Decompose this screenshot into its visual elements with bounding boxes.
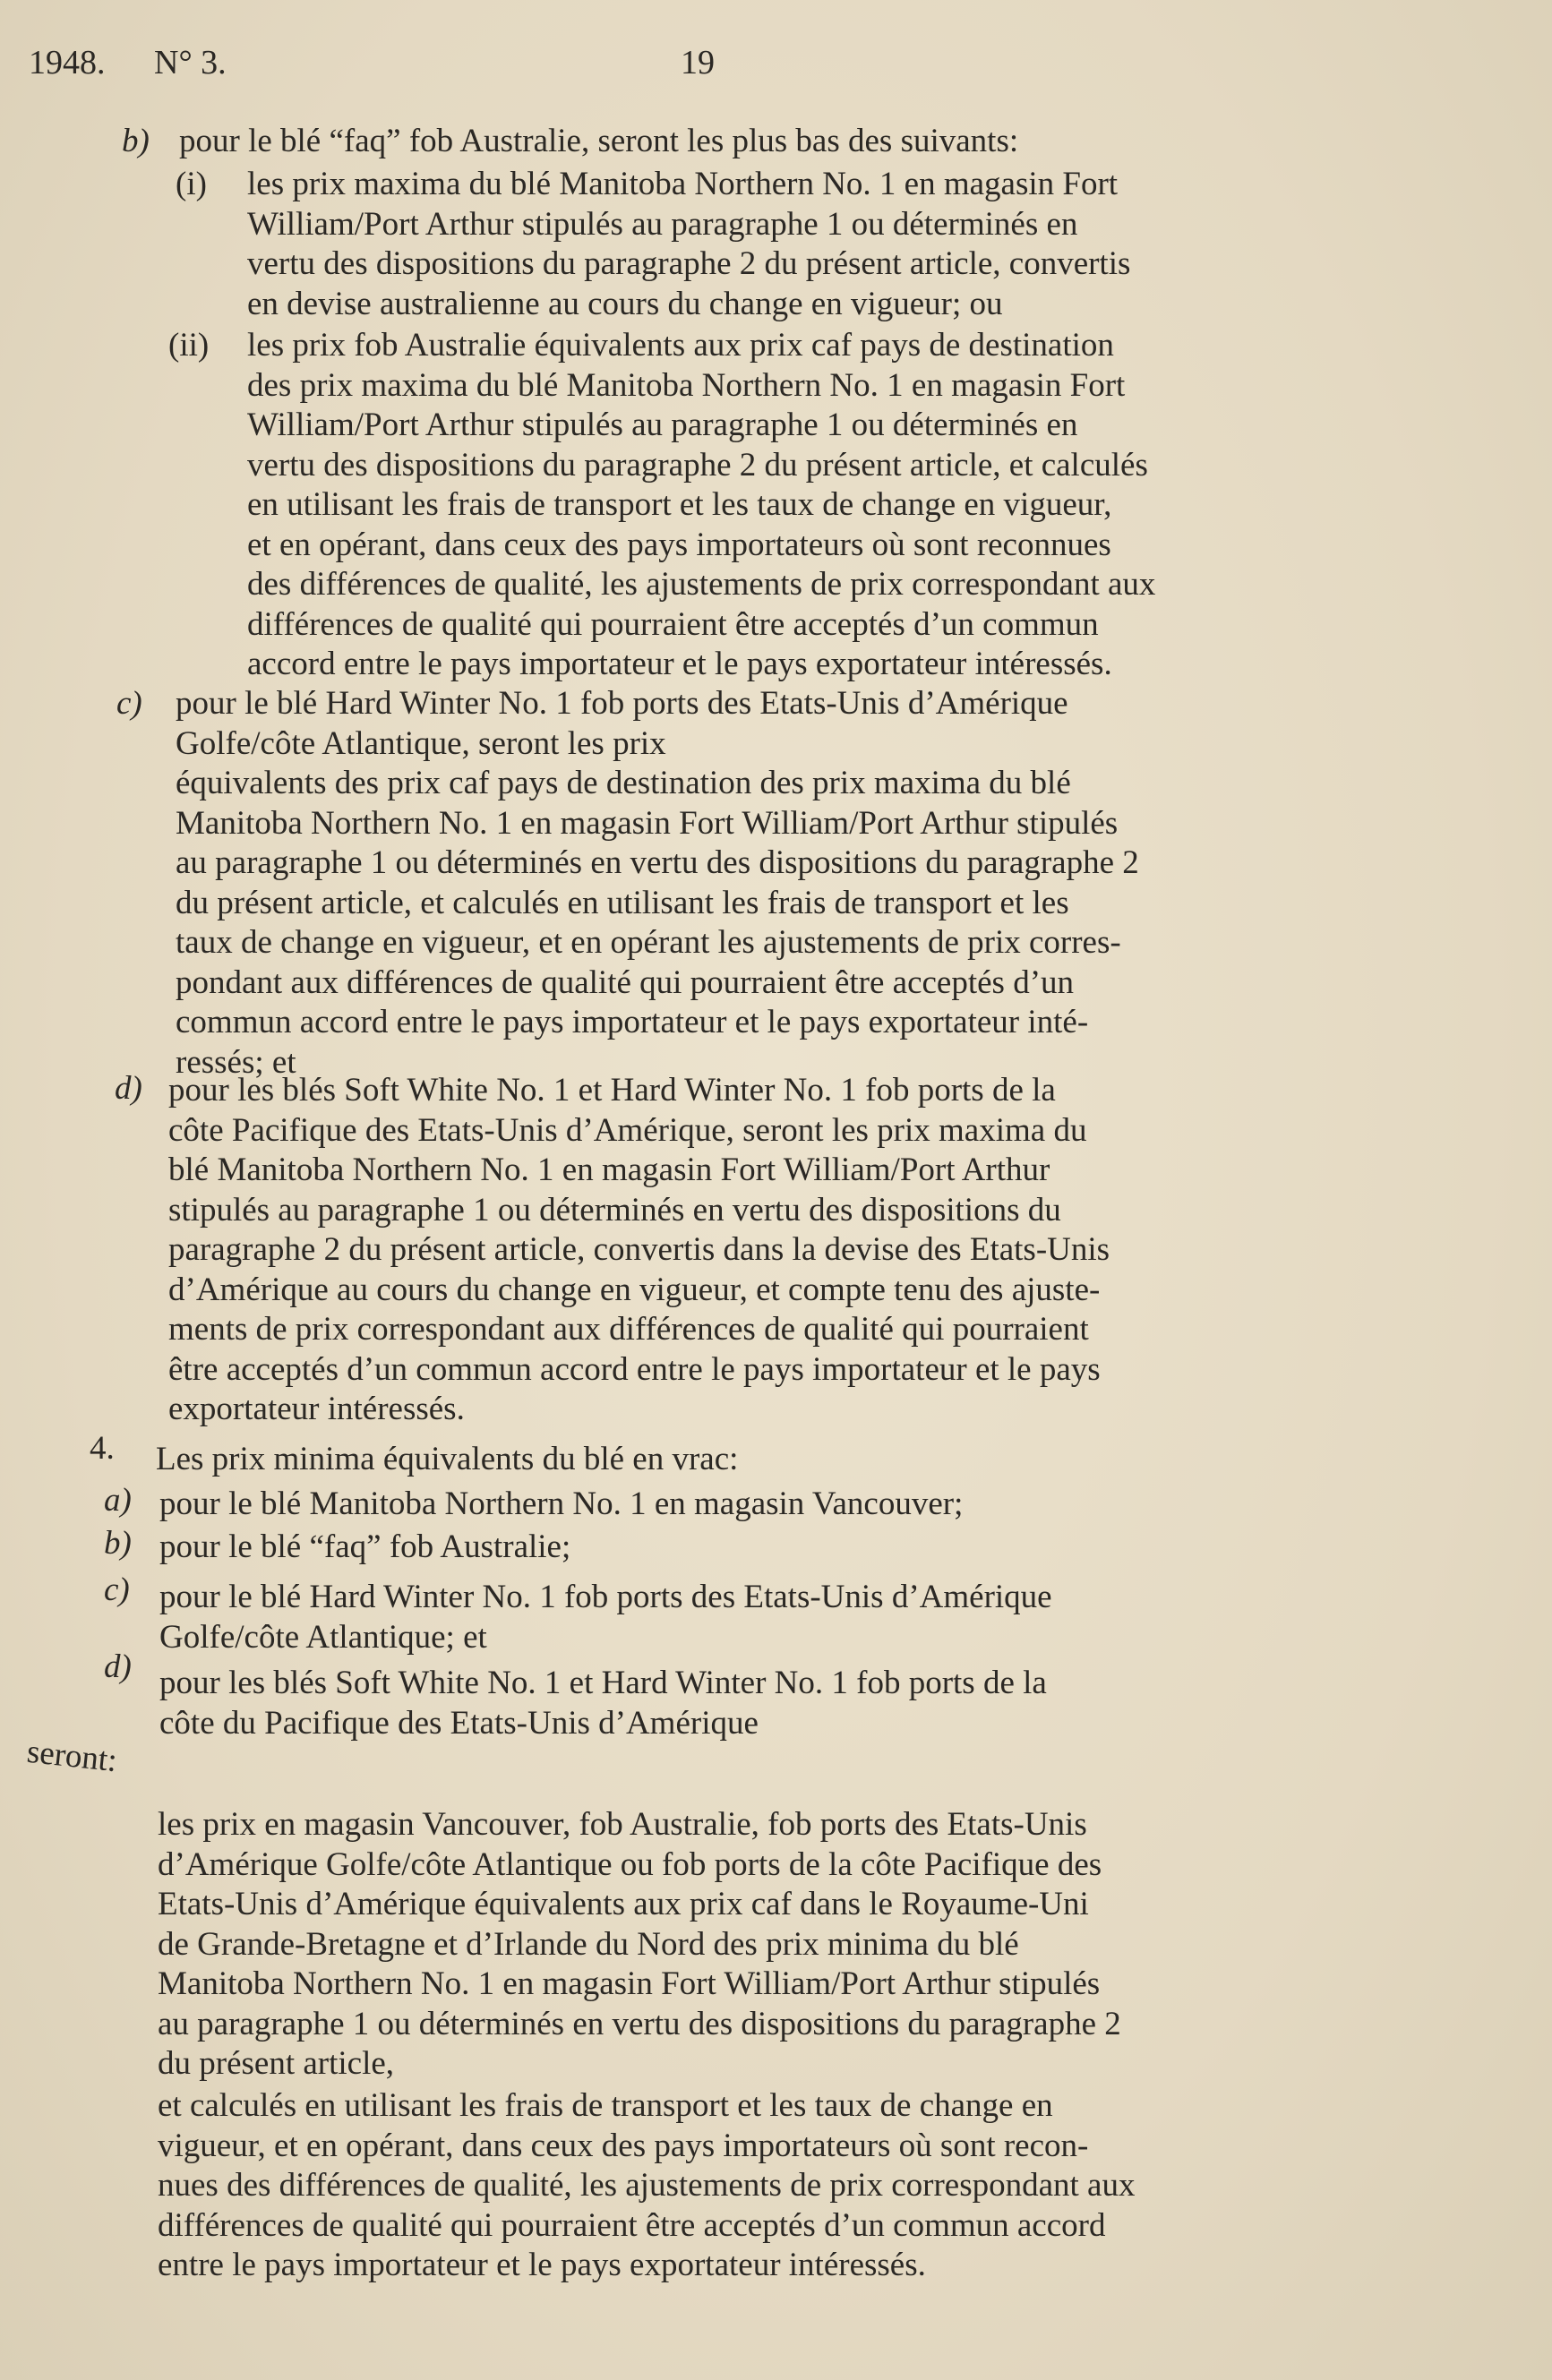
label-4b: b) — [104, 1525, 132, 1562]
block2-line: nues des différences de qualité, les ajustements de prix correspondant aux — [158, 2167, 1136, 2204]
c-line: pour le blé Hard Winter No. 1 fob ports des Etats-Unis d’Amérique — [176, 685, 1068, 722]
para4-block1 — [158, 1805, 1358, 2085]
para4-c-text — [159, 1578, 1359, 1657]
b-i-line: vertu des dispositions du paragraphe 2 du présent article, convertis — [247, 245, 1131, 282]
block1-line: les prix en magasin Vancouver, fob Australie, fob ports des Etats-Unis — [158, 1806, 1087, 1843]
d-line: ments de prix correspondant aux différences de qualité qui pourraient — [168, 1311, 1089, 1348]
label-c: c) — [116, 685, 142, 722]
para4-d-line: côte du Pacifique des Etats-Unis d’Amérique — [159, 1704, 759, 1742]
b-ii-line: en utilisant les frais de transport et les taux de change en vigueur, — [247, 486, 1112, 523]
header-year: 1948. — [29, 44, 106, 81]
b-ii-line: des prix maxima du blé Manitoba Northern No. 1 en magasin Fort — [247, 366, 1126, 404]
block1-line: d’Amérique Golfe/côte Atlantique ou fob ports de la côte Pacifique des — [158, 1845, 1102, 1883]
label-4a: a) — [104, 1482, 132, 1519]
block1-line: Manitoba Northern No. 1 en magasin Fort William/Port Arthur stipulés — [158, 1965, 1101, 2002]
label-b: b) — [122, 123, 150, 159]
b-intro-line: pour le blé “faq” fob Australie, seront les plus bas des suivants: — [179, 123, 1019, 159]
c-line: taux de change en vigueur, et en opérant les ajustements de prix corres- — [176, 924, 1121, 961]
header-number: N° 3. — [154, 44, 227, 81]
c-line: pondant aux différences de qualité qui pourraient être acceptés d’un — [176, 963, 1075, 1001]
d-line: paragraphe 2 du présent article, convertis dans la devise des Etats-Unis — [168, 1231, 1110, 1268]
c-line: du présent article, et calculés en utilisant les frais de transport et les — [176, 884, 1069, 921]
para4-a-text — [159, 1485, 1359, 1525]
label-4c: c) — [104, 1571, 130, 1608]
para4-b-text — [159, 1528, 1359, 1568]
c-line: Golfe/côte Atlantique, seront les prix — [176, 724, 666, 762]
b-intro — [179, 122, 1370, 162]
c-line: Manitoba Northern No. 1 en magasin Fort William/Port Arthur stipulés — [176, 804, 1119, 842]
c-line: équivalents des prix caf pays de destination des prix maxima du blé — [176, 765, 1071, 801]
d-text — [168, 1071, 1368, 1430]
label-d: d) — [115, 1070, 142, 1107]
d-line: d’Amérique au cours du change en vigueur, et compte tenu des ajuste- — [168, 1271, 1101, 1308]
block1-line: Etats-Unis d’Amérique équivalents aux prix caf dans le Royaume-Uni — [158, 1886, 1089, 1922]
d-line: exportateur intéressés. — [168, 1391, 465, 1427]
block2-line: entre le pays importateur et le pays exportateur intéressés. — [158, 2247, 926, 2283]
block2-line: vigueur, et en opérant, dans ceux des pays importateurs où sont recon- — [158, 2127, 1089, 2164]
c-line: commun accord entre le pays importateur et le pays exportateur inté- — [176, 1004, 1089, 1040]
para4-number: 4. — [90, 1430, 115, 1467]
b-ii-line: des différences de qualité, les ajustements de prix correspondant aux — [247, 566, 1156, 603]
b-ii-line: vertu des dispositions du paragraphe 2 du présent article, et calculés — [247, 446, 1148, 484]
seront-label: seront: — [25, 1733, 119, 1780]
page-number: 19 — [681, 44, 715, 81]
para4-block2 — [158, 2086, 1358, 2286]
b-i-line: les prix maxima du blé Manitoba Northern No. 1 en magasin Fort — [247, 166, 1119, 202]
b-i-line: en devise australienne au cours du change en vigueur; ou — [247, 285, 1003, 322]
block2-line: différences de qualité qui pourraient être acceptés d’un commun accord — [158, 2206, 1106, 2244]
para4-intro — [156, 1440, 1356, 1480]
para4-c-line: pour le blé Hard Winter No. 1 fob ports des Etats-Unis d’Amérique — [159, 1579, 1052, 1615]
block1-line: au paragraphe 1 ou déterminés en vertu des dispositions du paragraphe 2 — [158, 2005, 1121, 2042]
d-line: blé Manitoba Northern No. 1 en magasin Fort William/Port Arthur — [168, 1151, 1050, 1188]
b-ii-line: les prix fob Australie équivalents aux prix caf pays de destination — [247, 327, 1114, 364]
c-text — [176, 684, 1376, 1083]
b-ii-line: différences de qualité qui pourraient être acceptés d’un commun — [247, 605, 1099, 643]
b-ii-line: et en opérant, dans ceux des pays importateurs où sont reconnues — [247, 526, 1111, 563]
para4-b-line: pour le blé “faq” fob Australie; — [159, 1528, 571, 1565]
para4-c-line: Golfe/côte Atlantique; et — [159, 1618, 487, 1656]
label-b-ii: (ii) — [168, 327, 210, 364]
c-line: ressés; et — [176, 1043, 296, 1081]
c-line: au paragraphe 1 ou déterminés en vertu des dispositions du paragraphe 2 — [176, 844, 1139, 881]
block1-line: du présent article, — [158, 2045, 395, 2082]
para4-d-line: pour les blés Soft White No. 1 et Hard Winter No. 1 fob ports de la — [159, 1665, 1047, 1701]
b-i-text — [247, 165, 1379, 324]
block2-line: et calculés en utilisant les frais de transport et les taux de change en — [158, 2087, 1053, 2124]
label-4d: d) — [104, 1648, 132, 1685]
para4-a-line: pour le blé Manitoba Northern No. 1 en magasin Vancouver; — [159, 1485, 964, 1522]
block1-line: de Grande-Bretagne et d’Irlande du Nord des prix minima du blé — [158, 1925, 1019, 1963]
b-ii-line: William/Port Arthur stipulés au paragraphe 1 ou déterminés en — [247, 407, 1078, 443]
d-line: pour les blés Soft White No. 1 et Hard Winter No. 1 fob ports de la — [168, 1072, 1056, 1109]
label-b-i: (i) — [176, 166, 207, 202]
d-line: côte Pacifique des Etats-Unis d’Amérique, seront les prix maxima du — [168, 1111, 1087, 1149]
b-i-line: William/Port Arthur stipulés au paragraphe 1 ou déterminés en — [247, 205, 1078, 243]
para4-d-text — [159, 1664, 1359, 1743]
b-ii-text — [247, 326, 1379, 685]
d-line: stipulés au paragraphe 1 ou déterminés en vertu des dispositions du — [168, 1191, 1061, 1229]
b-ii-line: accord entre le pays importateur et le pays exportateur intéressés. — [247, 646, 1112, 682]
d-line: être acceptés d’un commun accord entre le pays importateur et le pays — [168, 1350, 1101, 1388]
para4-intro-line: Les prix minima équivalents du blé en vrac: — [156, 1441, 739, 1477]
